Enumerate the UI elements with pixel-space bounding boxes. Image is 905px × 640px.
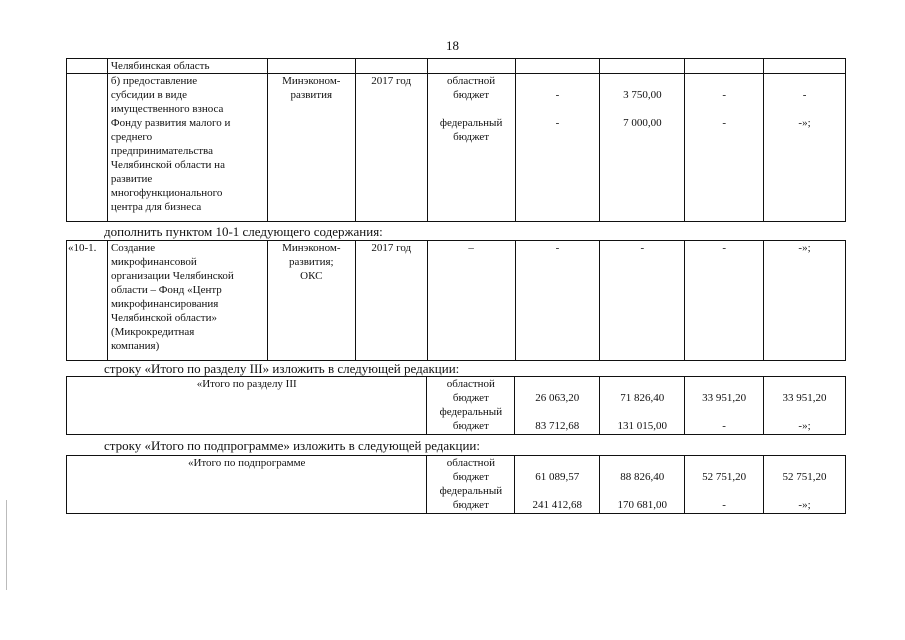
funding-source-cell: – [427, 241, 515, 361]
section-total-table [66, 376, 846, 435]
year-cell: 2017 год [355, 241, 427, 361]
measure-description: б) предоставление субсидии в виде имущественного взноса Фонду развития малого и среднего предпринимательства Челябинской области на развитие многофункционального центра для бизнеса [107, 74, 267, 222]
amendment-note: строку «Итого по разделу III» изложить в следующей редакции: [104, 361, 460, 376]
value-cell: 33 951,20 -»; [764, 377, 846, 435]
item-number: «10-1. [67, 241, 108, 361]
measures-table-continued [66, 58, 846, 222]
measure-description: Создание микрофинансовой организации Челябинской области – Фонд «Центр микрофинансирования Челябинской области» (Микрокредитная компания) [107, 241, 267, 361]
table-row [67, 377, 846, 435]
value-cell: 52 751,20 - [685, 456, 764, 514]
region-header-row [67, 59, 846, 74]
value-cell: - -»; [764, 74, 846, 222]
value-cell: - [685, 241, 764, 361]
value-cell: 3 750,00 7 000,00 [600, 74, 685, 222]
year-cell: 2017 год [355, 74, 427, 222]
value-cell: 71 826,40 131 015,00 [600, 377, 685, 435]
total-label: «Итого по разделу III [67, 377, 427, 435]
value-cell: - - [685, 74, 764, 222]
page-number: 18 [446, 38, 459, 53]
executor-cell: Минэконом- развития; ОКС [267, 241, 355, 361]
value-cell: 88 826,40 170 681,00 [600, 456, 685, 514]
region-header: Челябинская область [107, 59, 267, 74]
value-cell: 33 951,20 - [685, 377, 764, 435]
value-cell: - [515, 241, 600, 361]
value-cell: -»; [764, 241, 846, 361]
executor-cell: Минэконом- развития [267, 74, 355, 222]
total-label: «Итого по подпрограмме [67, 456, 427, 514]
funding-source-cell: областной бюджет федеральный бюджет [427, 74, 515, 222]
funding-source-cell: областной бюджет федеральный бюджет [427, 456, 515, 514]
subprogram-total-table [66, 455, 846, 514]
scan-edge-line [6, 500, 7, 590]
amendment-note: строку «Итого по подпрограмме» изложить в следующей редакции: [104, 438, 480, 453]
table-row [67, 241, 846, 361]
table-row [67, 74, 846, 222]
value-cell: - - [515, 74, 600, 222]
value-cell: - [600, 241, 685, 361]
amendment-note: дополнить пунктом 10-1 следующего содержания: [104, 224, 383, 239]
funding-source-cell: областной бюджет федеральный бюджет [427, 377, 515, 435]
new-item-table [66, 240, 846, 361]
value-cell: 52 751,20 -»; [764, 456, 846, 514]
value-cell: 61 089,57 241 412,68 [515, 456, 600, 514]
table-row [67, 456, 846, 514]
value-cell: 26 063,20 83 712,68 [515, 377, 600, 435]
